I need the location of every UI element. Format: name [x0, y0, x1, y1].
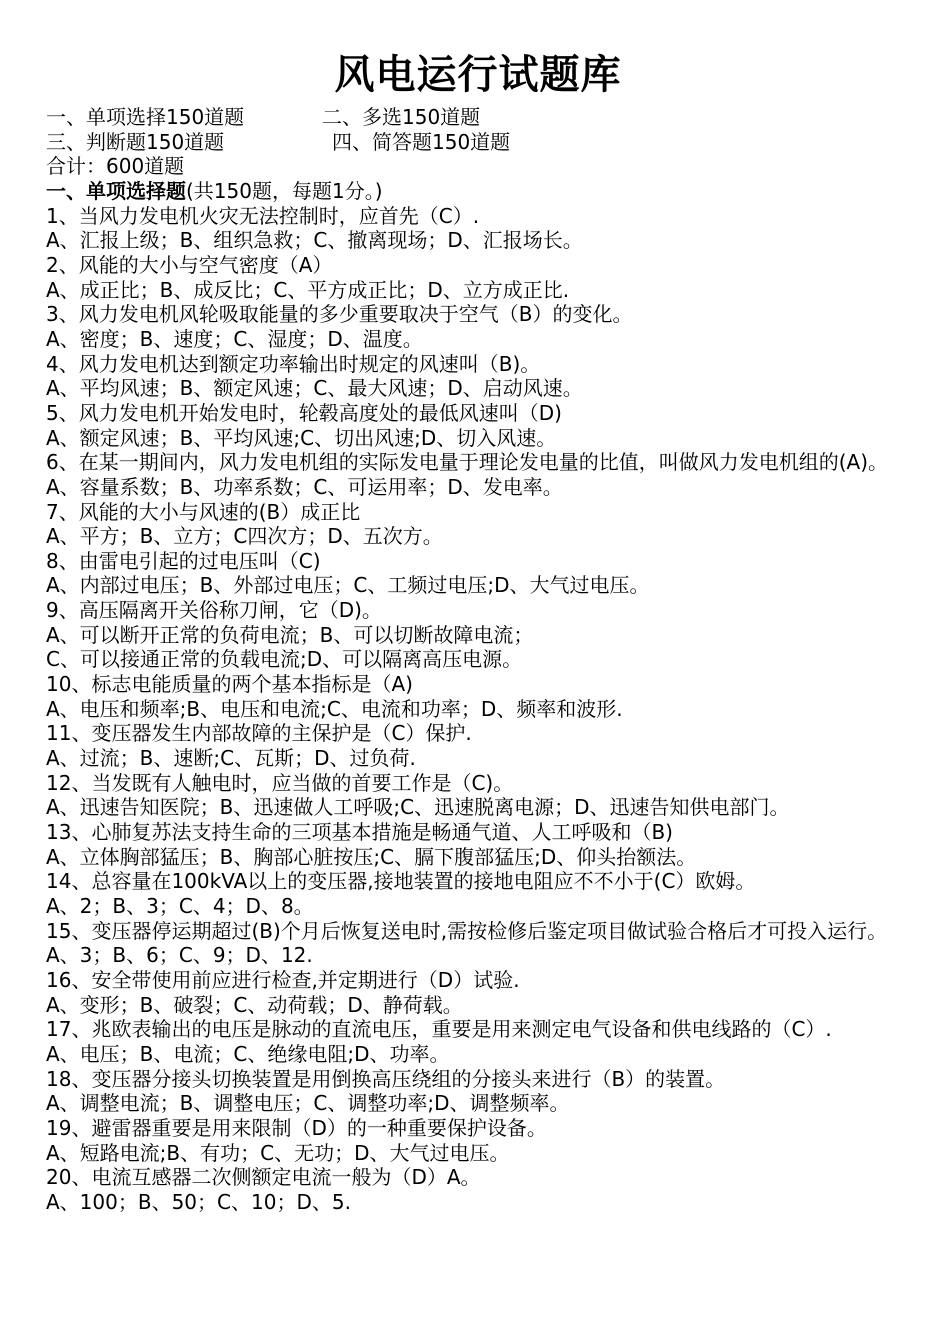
summary-true-false: 三、判断题150道题 [46, 129, 225, 154]
summary-single-choice: 一、单项选择150道题 [46, 105, 245, 129]
answer-options: A、3；B、6；C、9；D、12. [46, 943, 313, 968]
section-heading [46, 179, 910, 204]
question-text: 7、风能的大小与风速的(B）成正比 [46, 499, 361, 524]
section-heading-rest: (共150题，每题1分。) [186, 178, 383, 203]
summary-row-2 [46, 130, 910, 155]
summary-multi-choice: 二、多选150道题 [322, 105, 481, 129]
answer-options: A、短路电流;B、有功；C、无功；D、大气过电压。 [46, 1140, 510, 1165]
answer-options: A、电压和频率;B、电压和电流;C、电流和功率；D、频率和波形. [46, 696, 623, 721]
question-text: 17、兆欧表输出的电压是脉动的直流电压，重要是用来测定电气设备和供电线路的（C）. [46, 1017, 832, 1042]
section-heading-bold: 一、单项选择题 [46, 178, 186, 203]
answer-options: A、变形；B、破裂；C、动荷载；D、静荷载。 [46, 992, 463, 1017]
summary-row-1 [46, 105, 910, 130]
question-text: 3、风力发电机风轮吸取能量的多少重要取决于空气（B）的变化。 [46, 302, 633, 327]
summary-short-answer: 四、简答题150道题 [332, 129, 511, 154]
document-body [46, 105, 910, 1215]
summary-total: 合计：600道题 [46, 154, 185, 179]
question-text: 14、总容量在100kVA以上的变压器,接地装置的接地电阻应不不小于(C）欧姆。 [46, 869, 756, 894]
document-title: 风电运行试题库 [334, 51, 622, 98]
question-text: 11、变压器发生内部故障的主保护是（C）保护. [46, 721, 472, 746]
answer-options: A、内部过电压；B、外部过电压；C、工频过电压;D、大气过电压。 [46, 573, 650, 598]
question-text: 19、避雷器重要是用来限制（D）的一种重要保护设备。 [46, 1115, 547, 1140]
answer-options: A、100；B、50；C、10；D、5. [46, 1189, 351, 1214]
answer-options: A、过流；B、速断;C、瓦斯；D、过负荷. [46, 746, 416, 771]
question-text: 18、变压器分接头切换装置是用倒换高压绕组的分接头来进行（B）的装置。 [46, 1066, 726, 1091]
question-text: 12、当发既有人触电时，应当做的首要工作是（C)。 [46, 770, 514, 795]
question-text: 6、在某一期间内，风力发电机组的实际发电量于理论发电量的比值，叫做风力发电机组的(A)。 [46, 450, 889, 475]
question-text: 5、风力发电机开始发电时，轮毂高度处的最低风速叫（D) [46, 400, 562, 425]
question-text: 1、当风力发电机火灾无法控制时，应首先（C）. [46, 203, 480, 228]
answer-options: A、可以断开正常的负荷电流；B、可以切断故障电流； [46, 622, 534, 647]
answer-options: A、2；B、3；C、4；D、8。 [46, 894, 314, 918]
question-text: 10、标志电能质量的两个基本指标是（A) [46, 672, 413, 697]
question-text: 9、高压隔离开关俗称刀闸，它（D)。 [46, 598, 382, 623]
question-text: 20、电流互感器二次侧额定电流一般为（D）A。 [46, 1165, 481, 1190]
question-text: 16、安全带使用前应进行检查,并定期进行（D）试验. [46, 967, 520, 992]
answer-options: A、容量系数；B、功率系数；C、可运用率；D、发电率。 [46, 474, 563, 499]
question-text: 4、风力发电机达到额定功率输出时规定的风速叫（B)。 [46, 351, 541, 376]
answer-options: A、平均风速；B、额定风速；C、最大风速；D、启动风速。 [46, 376, 583, 401]
answer-options: A、调整电流；B、调整电压；C、调整功率;D、调整频率。 [46, 1091, 570, 1116]
answer-options: A、成正比；B、成反比；C、平方成正比；D、立方成正比. [46, 277, 570, 302]
answer-options: A、立体胸部猛压；B、胸部心脏按压;C、膈下腹部猛压;D、仰头抬额法。 [46, 844, 697, 869]
answer-options: A、迅速告知医院；B、迅速做人工呼吸;C、迅速脱离电源；D、迅速告知供电部门。 [46, 795, 790, 820]
answer-options: A、平方；B、立方；C四次方；D、五次方。 [46, 524, 443, 549]
answer-options: A、汇报上级；B、组织急救；C、撤离现场；D、汇报场长。 [46, 228, 583, 253]
question-text: 8、由雷电引起的过电压叫（C) [46, 548, 321, 573]
answer-options: A、电压；B、电流；C、绝缘电阻;D、功率。 [46, 1041, 450, 1066]
question-list [46, 204, 910, 1215]
answer-options: A、密度；B、速度；C、湿度；D、温度。 [46, 326, 423, 351]
question-text: 15、变压器停运期超过(B)个月后恢复送电时,需按检修后鉴定项目做试验合格后才可投入运行。 [46, 918, 888, 943]
question-text: 13、心肺复苏法支持生命的三项基本措施是畅通气道、人工呼吸和（B) [46, 820, 673, 845]
question-text: 2、风能的大小与空气密度（A） [46, 252, 333, 277]
answer-options: C、可以接通正常的负载电流;D、可以隔离高压电源。 [46, 647, 523, 672]
answer-options: A、额定风速；B、平均风速;C、切出风速;D、切入风速。 [46, 425, 557, 450]
